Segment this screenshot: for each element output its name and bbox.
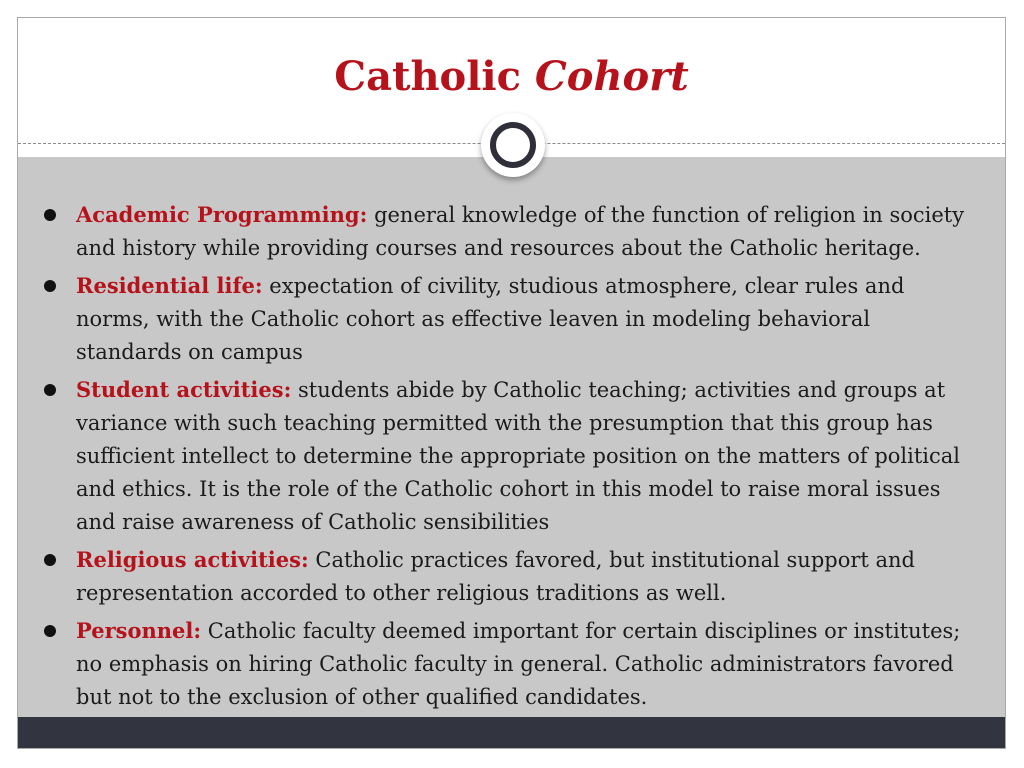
title-main: Catholic xyxy=(334,53,521,100)
footer-bar xyxy=(18,717,1005,749)
bullet-icon xyxy=(44,554,56,566)
item-lead: Residential life: xyxy=(76,273,263,298)
bullet-icon xyxy=(44,384,56,396)
slide xyxy=(17,17,1006,749)
circle-ornament-icon xyxy=(481,113,545,177)
bullet-icon xyxy=(44,209,56,221)
content-panel xyxy=(18,157,1005,717)
item-lead: Academic Programming: xyxy=(76,202,368,227)
item-lead: Personnel: xyxy=(76,618,202,643)
item-lead: Religious activities: xyxy=(76,547,309,572)
list-item xyxy=(18,198,1005,265)
bullet-icon xyxy=(44,625,56,637)
bullet-icon xyxy=(44,280,56,292)
bullet-list xyxy=(18,198,1005,718)
list-item xyxy=(18,543,1005,610)
item-text: general knowledge of the function of religion in society and history while providing courses and resources about the Catholic heritage. xyxy=(76,203,965,260)
item-text: Catholic practices favored, but institutional support and representation accorded to other religious traditions as well. xyxy=(76,548,915,605)
item-lead: Student activities: xyxy=(76,377,292,402)
circle-ornament-inner xyxy=(490,122,536,168)
item-text: students abide by Catholic teaching; activities and groups at variance with such teaching permitted with the presumption that this group has sufficient intellect to determine the appropriate position on the matters of political and ethics. It is the role of the Catholic cohort in this model to raise moral issues and raise awareness of Catholic sensibilities xyxy=(76,378,961,534)
item-text: Catholic faculty deemed important for certain disciplines or institutes; no emphasis on hiring Catholic faculty in general. Catholic administrators favored but not to the exclusion of other qualified candidates. xyxy=(76,619,961,709)
item-text: expectation of civility, studious atmosphere, clear rules and norms, with the Catholic cohort as effective leaven in modeling behavioral standards on campus xyxy=(76,274,905,364)
slide-title xyxy=(18,52,1005,102)
list-item xyxy=(18,269,1005,369)
title-italic: Cohort xyxy=(534,53,689,100)
list-item xyxy=(18,373,1005,539)
list-item xyxy=(18,614,1005,714)
